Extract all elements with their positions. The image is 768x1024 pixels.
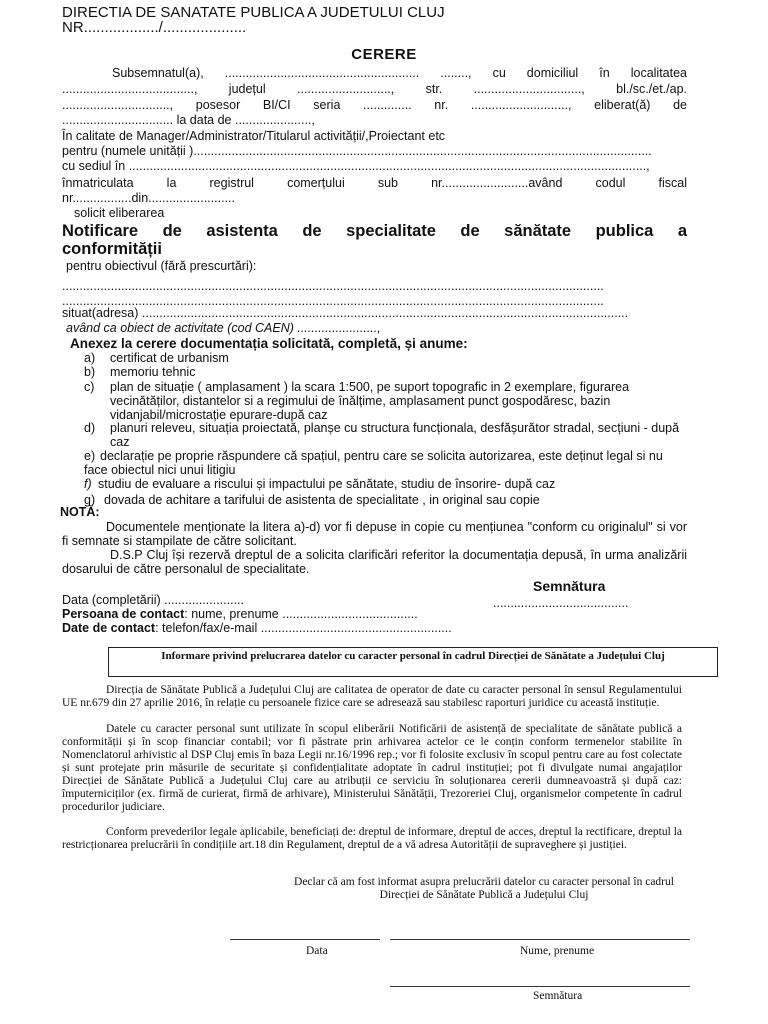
name-label: Nume, prenume [520, 945, 595, 957]
nota-paragraph-2: D.S.P Cluj își rezervă dreptul de a solicita clarificări referitor la documentația depusă, în urma analizării dosarului de către personalul de specialitate. [62, 548, 687, 576]
contact-data-rest: : telefon/fax/e-mail ....................................................... [155, 621, 452, 635]
signature-label: Semnătura [533, 990, 583, 1002]
annex-item-text: studiu de evaluare a riscului și impactului pe sănătate, studiu de însorire- după caz [98, 477, 556, 491]
annex-item-letter: f) [84, 477, 92, 491]
signature-title: Semnătura [533, 578, 606, 594]
gdpr-declaration: Declar că am fost informat asupra prelucrării datelor cu caracter personal în cadrul Direcției de Sănătate Publică a Județului Cluj [294, 876, 674, 901]
form-line-role: În calitate de Manager/Administrator/Titularul activității/,Proiectant etc [62, 129, 446, 143]
form-line-request: solicit eliberarea [74, 206, 165, 220]
document-title: CERERE [351, 46, 417, 63]
objective-label: pentru obiectivul (fără prescurtări): [66, 259, 257, 273]
annex-item-text: dovada de achitare a tarifului de asistenta de specialitate , in original sau copie [104, 493, 540, 507]
contact-data-label: Date de contact [62, 621, 156, 635]
annex-item-letter: g) [84, 493, 96, 507]
signature-dots: ....................................... [493, 596, 629, 610]
objective-blank-1: ............................................................................................................................................................ [62, 279, 604, 293]
contact-person-rest: : nume, prenume ....................................... [184, 607, 418, 621]
form-line-address: ......................................, județul ..........................., str. ..............................., bl./sc./et./ap. [62, 82, 687, 96]
contact-person-line [62, 607, 418, 622]
contact-data-line [62, 621, 452, 636]
gdpr-paragraph-3: Conform prevederilor legale aplicabile, beneficiați de: dreptul de informare, dreptul de acces, dreptul la rectificare, dreptul la restricționarea prelucrării în condițiile art.18 din Regulament, dreptul de a vă adresa Autorității de supraveghere și justiției. [62, 826, 682, 851]
annex-item-letter: a) [84, 351, 96, 365]
main-heading-line-1: Notificare de asistenta de specialitate de sănătate publica a [62, 222, 687, 240]
annex-item-letter: b) [84, 365, 96, 379]
annex-item-letter: c) [84, 380, 95, 394]
location-address-line: situat(adresa) ............................................................................................................................................ [62, 306, 629, 320]
gdpr-paragraph-2: Datele cu caracter personal sunt utilizate în scopul eliberării Notificării de asistență de specialitate de sănătate publică a conformității și în scop financiar contabil; vor fi păstrate prin arhivarea actelor ce le conțin conform termenelor stabilite în Nomenclatorul arhivistic al DSP Cluj emis în baza Legii nr.16/1996 rep.; vor fi folosite exclusiv în scopul pentru care au fost colectate și sunt protejate prin măsurile de securitate și confidențialitate adoptate în cadrul instituției; pot fi divulgate numai angajaților Direcției de Sănătate Publică a Județului Cluj care au atribuții ce serviciu în soluționarea cererii dumneavoastră și după caz: împuterniciților (ex. firmă de curierat, firmă de arhivare), Ministerului Sănătății, Trezoreriei Cluj, organismelor competente în cadrul procedurilor judiciare. [62, 723, 682, 813]
form-line-registry: înmatriculata la registrul comerțului sub nr.........................având codul fiscal [62, 176, 687, 190]
annex-item-text: planuri releveu, situația proiectată, planșe cu structura funcționala, desfășurător stradal, secțiuni - după caz [110, 421, 680, 449]
annex-item-letter: e) [84, 449, 96, 463]
annex-item-text: declarație pe proprie răspundere că spațiul, pentru care se solicita autorizarea, este deținut legal si nu face obiectul nici unui litigiu [84, 449, 663, 477]
main-heading-line-2: conformității [62, 240, 162, 258]
annex-item-letter: d) [84, 421, 96, 435]
form-line-applicant: Subsemnatul(a), ........................................................ ........, cu domiciliul în localitatea [112, 66, 687, 80]
caen-activity-line: având ca obiect de activitate (cod CAEN) ......................., [66, 321, 381, 335]
annex-item-text: memoriu tehnic [110, 365, 196, 379]
institution-header: DIRECTIA DE SANATATE PUBLICA A JUDETULUI CLUJ [62, 4, 445, 21]
annex-item-text: plan de situație ( amplasament ) la scara 1:500, pe suport topografic in 2 exemplare, figurarea vecinătăților, distantelor si a regimului de înălțime, amplasament punct gospodăresc, bazin vidanjabil/microstație epurare-după caz [110, 380, 630, 422]
signature-line [390, 986, 690, 987]
form-line-headquarters: cu sediul în ....................................................................................................................................................., [62, 159, 650, 173]
gdpr-title-box: Informare privind prelucrarea datelor cu caracter personal în cadrul Direcției de Sănătate a Județului Cluj [108, 647, 718, 677]
gdpr-paragraph-1: Direcția de Sănătate Publică a Județului Cluj are calitatea de operator de date cu caracter personal în sensul Regulamentului UE nr.679 din 27 aprilie 2016, în relație cu persoanele fizice care se adresează sau stabilesc raporturi juridice cu această instituție. [62, 684, 682, 709]
name-signature-line [390, 939, 690, 940]
form-line-registry-date: nr.................din......................... [62, 191, 235, 205]
nota-label: NOTĂ: [60, 505, 100, 519]
form-line-id: ..............................., posesor BI/CI seria .............. nr. ............................, eliberat(ă) de [62, 98, 687, 112]
completion-date-line: Data (completării) ....................... [62, 593, 244, 607]
date-label: Data [306, 945, 328, 957]
registration-number-line: NR................../.................... [62, 19, 247, 36]
annex-item-text: certificat de urbanism [110, 351, 229, 365]
contact-person-label: Persoana de contact [62, 607, 185, 621]
annex-heading: Anexez la cerere documentația solicitată, completă, și anume: [70, 336, 468, 351]
objective-blank-2: ............................................................................................................................................................ [62, 294, 604, 308]
date-signature-line [230, 939, 380, 940]
form-line-issue-date: ................................ la data de ......................, [62, 113, 315, 127]
nota-paragraph-1: Documentele menționate la litera a)-d) vor fi depuse in copie cu mențiunea "conform cu originalul" si vor fi semnate si stampilate de către solicitant. [62, 520, 687, 548]
form-line-unit-name: pentru (numele unității ).................................................................................................................................... [62, 144, 652, 158]
